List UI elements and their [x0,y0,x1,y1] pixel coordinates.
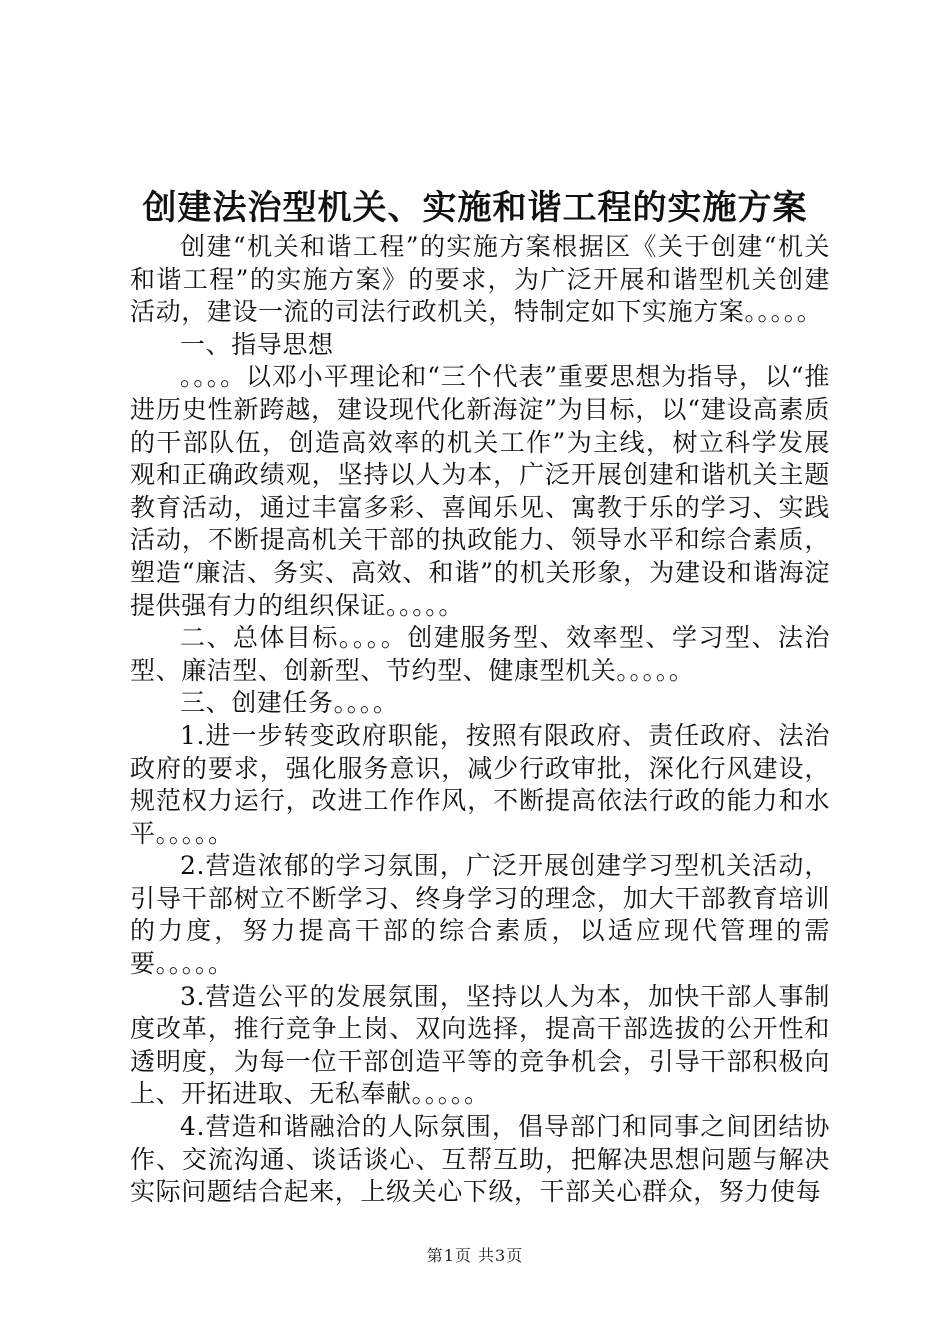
paragraph-task-1: 1.进一步转变政府职能，按照有限政府、责任政府、法治政府的要求，强化服务意识，减少行政审批，深化行风建设，规范权力运行，改进工作作风，不断提高依法行政的能力和水平。。。。。 [130,720,830,848]
document-title: 创建法治型机关、实施和谐工程的实施方案 [142,188,808,228]
document-body [130,231,830,1209]
paragraph-intro: 创建“机关和谐工程”的实施方案根据区《关于创建“机关和谐工程”的实施方案》的要求，为广泛开展和谐型机关创建活动，建设一流的司法行政机关，特制定如下实施方案。。。。。 [130,232,830,327]
heading-creation-tasks: 三、创建任务。。。。 [180,688,399,718]
heading-guiding-ideology: 一、指导思想 [180,329,334,359]
paragraph-overall-goal: 二、总体目标。。。。创建服务型、效率型、学习型、法治型、廉洁型、创新型、节约型、健康型机关。。。。。 [130,623,830,685]
paragraph-task-3: 3.营造公平的发展氛围，坚持以人为本，加快干部人事制度改革，推行竞争上岗、双向选择，提高干部选拔的公开性和透明度，为每一位干部创造平等的竞争机会，引导干部积极向上、开拓进取、无私奉献。。。。。 [130,981,830,1109]
paragraph-guiding-ideology: 。。。。以邓小平理论和“三个代表”重要思想为指导，以“推进历史性新跨越，建设现代化新海淀”为目标，以“建设高素质的干部队伍，创造高效率的机关工作”为主线，树立科学发展观和正确政绩观，坚持以人为本，广泛开展创建和谐机关主题教育活动，通过丰富多彩、喜闻乐见、寓教于乐的学习、实践活动，不断提高机关干部的执政能力、领导水平和综合素质，塑造“廉洁、务实、高效、和谐”的机关形象，为建设和谐海淀提供强有力的组织保证。。。。。 [130,362,830,620]
page-indicator: 第1页 共3页 [426,1246,524,1265]
paragraph-task-2: 2.营造浓郁的学习氛围，广泛开展创建学习型机关活动，引导干部树立不断学习、终身学习的理念，加大干部教育培训的力度，努力提高干部的综合素质，以适应现代管理的需要。。。。。 [130,851,830,979]
paragraph-task-4: 4.营造和谐融洽的人际氛围，倡导部门和同事之间团结协作、交流沟通、谈话谈心、互帮互助，把解决思想问题与解决实际问题结合起来，上级关心下级，干部关心群众，努力使每 [130,1112,830,1207]
